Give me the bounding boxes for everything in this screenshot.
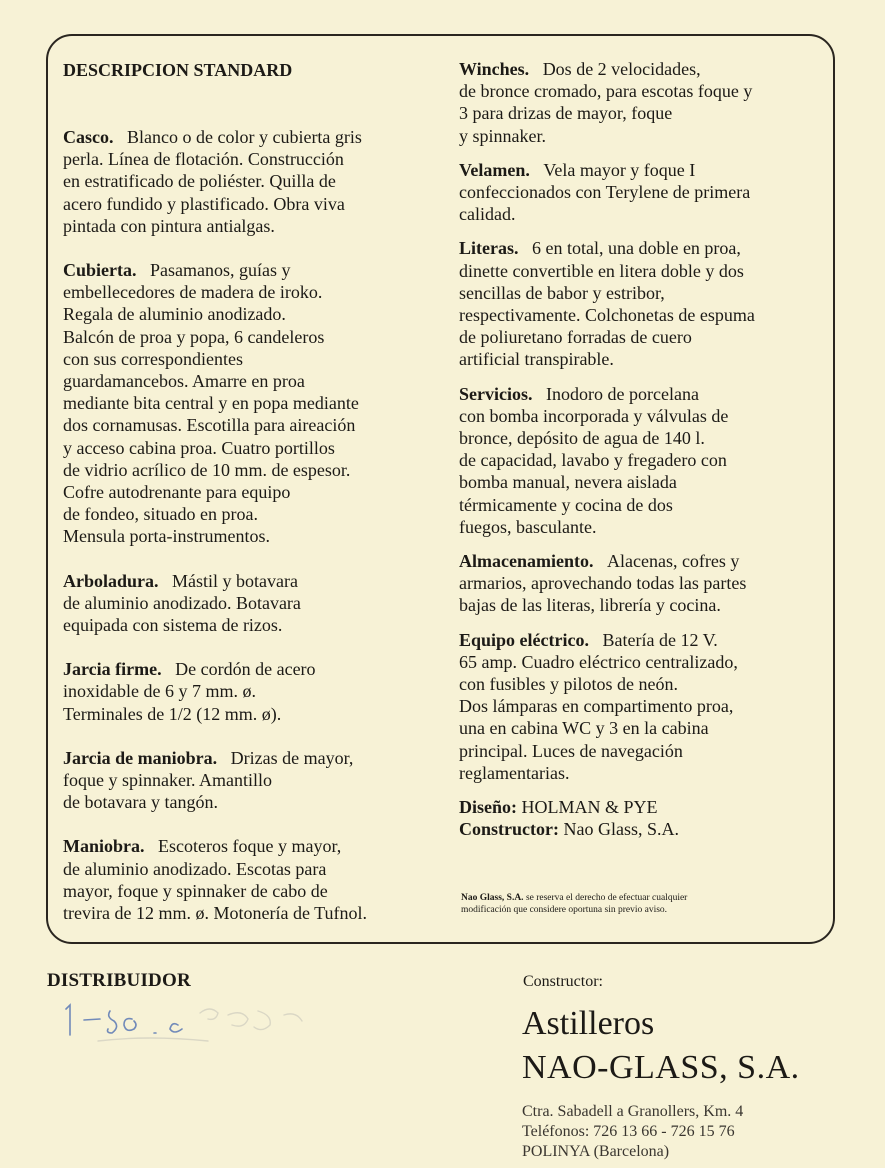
- spec-line: bajas de las literas, librería y cocina.: [459, 595, 721, 616]
- credit-label: Diseño:: [459, 797, 517, 818]
- spec-label: Cubierta.: [63, 260, 137, 281]
- spec-line: guardamancebos. Amarre en proa: [63, 371, 305, 392]
- spec-line: mayor, foque y spinnaker de cabo de: [63, 880, 328, 901]
- spec-line: 3 para drizas de mayor, foque: [459, 103, 673, 124]
- spec-line: confeccionados con Terylene de primera: [459, 182, 751, 203]
- spec-line: de vidrio acrílico de 10 mm. de espesor.: [63, 459, 351, 480]
- spec-line: bronce, depósito de agua de 140 l.: [459, 428, 705, 449]
- spec-line: Dos de 2 velocidades,: [542, 59, 701, 79]
- spec-equipo-electrico: [459, 629, 835, 784]
- right-column: [459, 58, 835, 841]
- spec-line: reglamentarias.: [459, 762, 570, 783]
- spec-velamen: [459, 159, 835, 226]
- spec-line: Pasamanos, guías y: [150, 260, 291, 281]
- spec-line: foque y spinnaker. Amantillo: [63, 770, 272, 791]
- spec-line: mediante bita central y en popa mediante: [63, 393, 359, 414]
- spec-label: Literas.: [459, 238, 519, 259]
- left-column: [63, 58, 443, 924]
- spec-line: sencillas de babor y estribor,: [459, 282, 665, 303]
- spec-line: Drizas de mayor,: [230, 747, 354, 768]
- spec-line: dos cornamusas. Escotilla para aireación: [63, 415, 356, 436]
- spec-line: de capacidad, lavabo y fregadero con: [459, 450, 727, 471]
- distributor-label: DISTRIBUIDOR: [47, 970, 191, 991]
- note-company: Nao Glass, S.A.: [461, 893, 524, 903]
- disclaimer-note: [461, 892, 791, 916]
- spec-line: dinette convertible en litera doble y dos: [459, 260, 744, 281]
- spec-servicios: [459, 383, 835, 538]
- spec-line: Escoteros foque y mayor,: [158, 836, 342, 857]
- spec-line: respectivamente. Colchonetas de espuma: [459, 305, 755, 326]
- spec-line: inoxidable de 6 y 7 mm. ø.: [63, 681, 256, 702]
- spec-line: equipada con sistema de rizos.: [63, 615, 283, 636]
- credit-constructor: [459, 818, 835, 840]
- company-address: [522, 1102, 743, 1162]
- spec-line: Inodoro de porcelana: [546, 383, 699, 404]
- spec-label: Winches.: [459, 59, 530, 79]
- spec-line: con bomba incorporada y válvulas de: [459, 405, 729, 426]
- spec-line: una en cabina WC y 3 en la cabina: [459, 718, 709, 739]
- spec-line: acero fundido y plastificado. Obra viva: [63, 193, 345, 214]
- spec-line: bomba manual, nevera aislada: [459, 472, 677, 493]
- spec-winches: [459, 58, 835, 147]
- spec-maniobra: [63, 835, 443, 924]
- spec-line: principal. Luces de navegación: [459, 740, 683, 761]
- spec-almacenamiento: [459, 550, 835, 617]
- page-heading: DESCRIPCION STANDARD: [63, 60, 293, 80]
- spec-line: pintada con pintura antialgas.: [63, 215, 275, 236]
- spec-casco: [63, 126, 443, 237]
- spec-arboladura: [63, 570, 443, 637]
- spec-line: térmicamente y cocina de dos: [459, 494, 673, 515]
- spec-line: con sus correspondientes: [63, 348, 243, 369]
- spec-line: Cofre autodrenante para equipo: [63, 482, 291, 503]
- spec-line: 65 amp. Cuadro eléctrico centralizado,: [459, 651, 738, 672]
- spec-jarcia-firme: [63, 658, 443, 725]
- spec-line: calidad.: [459, 204, 516, 225]
- spec-label: Casco.: [63, 127, 114, 147]
- spec-label: Servicios.: [459, 383, 533, 404]
- credit-value: Nao Glass, S.A.: [563, 819, 679, 840]
- address-line: Ctra. Sabadell a Granollers, Km. 4: [522, 1103, 744, 1120]
- spec-line: Regala de aluminio anodizado.: [63, 304, 286, 325]
- spec-line: Balcón de proa y popa, 6 candeleros: [63, 326, 325, 347]
- spec-line: Blanco o de color y cubierta gris: [127, 127, 362, 147]
- spec-label: Velamen.: [459, 159, 530, 180]
- spec-label: Jarcia firme.: [63, 659, 162, 680]
- spec-jarcia-maniobra: [63, 747, 443, 814]
- spec-line: y spinnaker.: [459, 125, 546, 146]
- credit-value: HOLMAN & PYE: [521, 797, 658, 818]
- spec-label: Maniobra.: [63, 836, 145, 857]
- address-line: POLINYA (Barcelona): [522, 1143, 670, 1160]
- handwritten-stamp: [58, 995, 338, 1045]
- credit-label: Constructor:: [459, 819, 559, 840]
- note-line: se reserva el derecho de efectuar cualquier: [525, 893, 688, 903]
- spec-line: de botavara y tangón.: [63, 792, 218, 813]
- spec-line: perla. Línea de flotación. Construcción: [63, 149, 344, 170]
- spec-line: Batería de 12 V.: [602, 629, 718, 650]
- spec-literas: [459, 237, 835, 370]
- spec-line: embellecedores de madera de iroko.: [63, 282, 323, 303]
- spec-line: en estratificado de poliéster. Quilla de: [63, 171, 336, 192]
- spec-line: de poliuretano forradas de cuero: [459, 327, 692, 348]
- spec-line: Dos lámparas en compartimento proa,: [459, 696, 734, 717]
- spec-line: Terminales de 1/2 (12 mm. ø).: [63, 703, 282, 724]
- spec-cubierta: [63, 259, 443, 548]
- spec-line: 6 en total, una doble en proa,: [531, 238, 741, 259]
- company-name-line2: NAO-GLASS, S.A.: [522, 1049, 800, 1086]
- spec-line: armarios, aprovechando todas las partes: [459, 573, 747, 594]
- credit-design: [459, 796, 835, 818]
- spec-label: Almacenamiento.: [459, 551, 594, 572]
- spec-line: Alacenas, cofres y: [606, 551, 740, 572]
- spec-line: De cordón de acero: [175, 659, 316, 680]
- spec-label: Arboladura.: [63, 570, 159, 591]
- spec-line: y acceso cabina proa. Cuatro portillos: [63, 437, 335, 458]
- spec-line: de fondeo, situado en proa.: [63, 504, 258, 525]
- spec-line: de aluminio anodizado. Botavara: [63, 592, 301, 613]
- spec-label: Jarcia de maniobra.: [63, 747, 218, 768]
- spec-line: Mástil y botavara: [172, 570, 298, 591]
- address-line: Teléfonos: 726 13 66 - 726 15 76: [522, 1123, 735, 1140]
- spec-line: Vela mayor y foque I: [543, 159, 696, 180]
- spec-line: Mensula porta-instrumentos.: [63, 526, 270, 547]
- spec-line: fuegos, basculante.: [459, 516, 597, 537]
- spec-line: trevira de 12 mm. ø. Motonería de Tufnol.: [63, 903, 367, 924]
- credits: [459, 796, 835, 840]
- spec-line: de bronce cromado, para escotas foque y: [459, 81, 753, 102]
- spec-line: artificial transpirable.: [459, 349, 614, 370]
- spec-line: con fusibles y pilotos de neón.: [459, 674, 678, 695]
- constructor-label: Constructor:: [523, 973, 603, 990]
- company-name-line1: Astilleros: [522, 1005, 655, 1042]
- spec-label: Equipo eléctrico.: [459, 629, 589, 650]
- note-line: modificación que considere oportuna sin previo aviso.: [461, 905, 668, 915]
- spec-line: de aluminio anodizado. Escotas para: [63, 858, 327, 879]
